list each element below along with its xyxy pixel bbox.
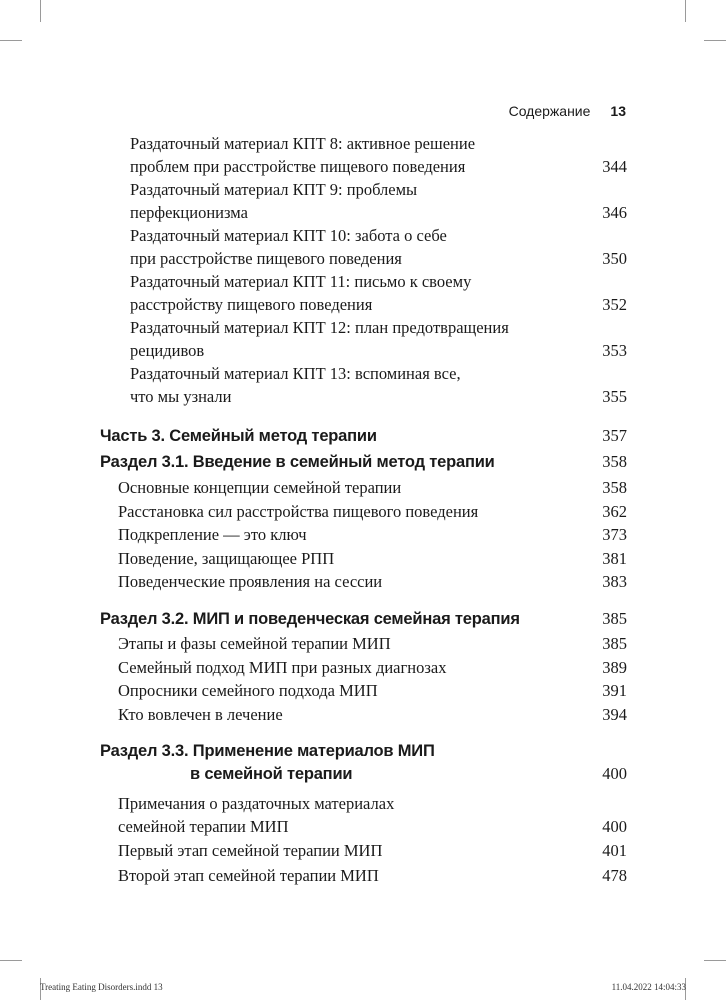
footer-timestamp: 11.04.2022 14:04:33 xyxy=(611,982,686,992)
toc-entry-page: 381 xyxy=(602,548,627,568)
toc-entry-page: 344 xyxy=(602,156,627,176)
header-section-title: Содержание xyxy=(508,103,591,119)
crop-mark xyxy=(0,40,22,41)
toc-entry-title: Часть 3. Семейный метод терапии xyxy=(100,427,377,445)
toc-entry-title-line1: Раздел 3.3. Применение материалов МИП xyxy=(100,742,435,760)
toc-entry[interactable] xyxy=(100,225,627,270)
crop-mark xyxy=(40,0,41,22)
toc-entry-page: 358 xyxy=(602,478,627,497)
toc-entry-title: Расстановка сил расстройства пищевого поведения xyxy=(118,501,479,521)
toc-entry[interactable] xyxy=(100,501,627,524)
toc-section-heading[interactable] xyxy=(100,451,627,474)
toc-entry-page: 391 xyxy=(602,681,627,700)
toc-entry[interactable] xyxy=(100,548,627,571)
toc-entry[interactable] xyxy=(100,633,627,656)
toc-entry[interactable] xyxy=(100,840,627,863)
toc-entry-title: Раздаточный материал КПТ 12: план предотвращения рецидивов xyxy=(130,318,509,360)
table-of-contents xyxy=(100,133,627,887)
header-page-number: 13 xyxy=(610,103,626,119)
toc-entry[interactable] xyxy=(100,793,627,838)
toc-entry-title: Поведенческие проявления на сессии xyxy=(118,572,383,591)
toc-entry[interactable] xyxy=(100,657,627,680)
toc-entry-title: Первый этап семейной терапии МИП xyxy=(118,841,383,860)
toc-entry-title: Раздаточный материал КПТ 13: вспоминая все, что мы узнали xyxy=(130,364,461,406)
toc-entry-title: Основные концепции семейной терапии xyxy=(118,478,402,497)
toc-section-heading[interactable] xyxy=(100,740,627,785)
toc-entry-title-line2: в семейной терапии xyxy=(190,764,353,783)
toc-entry[interactable] xyxy=(100,179,627,224)
toc-entry-page: 353 xyxy=(602,340,627,360)
crop-mark xyxy=(704,40,726,41)
toc-entry[interactable] xyxy=(100,680,627,703)
print-footer xyxy=(40,982,686,992)
toc-entry[interactable] xyxy=(100,363,627,408)
toc-entry-title: Примечания о раздаточных материалах семейной терапии МИП xyxy=(118,794,395,836)
toc-entry-page: 358 xyxy=(602,451,627,471)
toc-entry-title: Раздел 3.1. Введение в семейный метод терапии xyxy=(100,452,495,471)
toc-entry-title: Кто вовлечен в лечение xyxy=(118,704,283,724)
toc-entry[interactable] xyxy=(100,477,627,500)
toc-entry[interactable] xyxy=(100,865,627,888)
toc-entry-page: 352 xyxy=(602,294,627,314)
toc-entry[interactable] xyxy=(100,317,627,362)
toc-entry-page: 389 xyxy=(602,657,627,677)
crop-mark xyxy=(704,960,726,961)
toc-entry-title: Этапы и фазы семейной терапии МИП xyxy=(118,634,391,653)
toc-entry[interactable] xyxy=(100,704,627,727)
toc-entry-title: Раздаточный материал КПТ 11: письмо к своему расстройству пищевого поведения xyxy=(130,272,472,314)
toc-entry-page: 401 xyxy=(602,841,627,860)
toc-entry-page: 350 xyxy=(602,248,627,268)
toc-entry-page: 362 xyxy=(602,501,627,521)
toc-entry-title: Семейный подход МИП при разных диагнозах xyxy=(118,657,447,677)
toc-part-heading[interactable] xyxy=(100,425,627,448)
toc-entry[interactable] xyxy=(100,271,627,316)
toc-entry-page: 383 xyxy=(602,572,627,591)
crop-mark xyxy=(0,960,22,961)
toc-entry-title: Опросники семейного подхода МИП xyxy=(118,681,378,700)
toc-section-heading[interactable] xyxy=(100,608,627,631)
toc-entry-title: Подкрепление — это ключ xyxy=(118,525,307,544)
toc-entry-title: Поведение, защищающее РПП xyxy=(118,548,335,568)
toc-entry-page: 400 xyxy=(602,763,627,783)
toc-entry-title: Раздаточный материал КПТ 9: проблемы перфекционизма xyxy=(130,180,418,222)
toc-entry-page: 357 xyxy=(602,426,627,445)
running-header xyxy=(509,103,626,119)
toc-entry-page: 385 xyxy=(602,634,627,653)
footer-file-name: Treating Eating Disorders.indd 13 xyxy=(40,982,163,992)
toc-entry-page: 400 xyxy=(602,816,627,836)
toc-entry-title: Раздаточный материал КПТ 8: активное решение проблем при расстройстве пищевого поведения xyxy=(130,134,476,176)
toc-entry-title: Раздел 3.2. МИП и поведенческая семейная терапия xyxy=(100,609,520,628)
toc-entry-page: 346 xyxy=(602,202,627,222)
crop-mark xyxy=(685,0,686,22)
toc-entry-title xyxy=(100,740,435,785)
toc-entry-title: Второй этап семейной терапии МИП xyxy=(118,865,379,885)
toc-entry-page: 355 xyxy=(602,386,627,406)
toc-entry-page: 394 xyxy=(602,704,627,724)
toc-entry[interactable] xyxy=(100,571,627,594)
toc-entry-title: Раздаточный материал КПТ 10: забота о себе при расстройстве пищевого поведения xyxy=(130,226,447,268)
toc-entry[interactable] xyxy=(100,524,627,547)
toc-entry-page: 385 xyxy=(602,608,627,628)
toc-entry-page: 373 xyxy=(602,525,627,544)
toc-entry-page: 478 xyxy=(602,865,627,885)
toc-entry[interactable] xyxy=(100,133,627,178)
